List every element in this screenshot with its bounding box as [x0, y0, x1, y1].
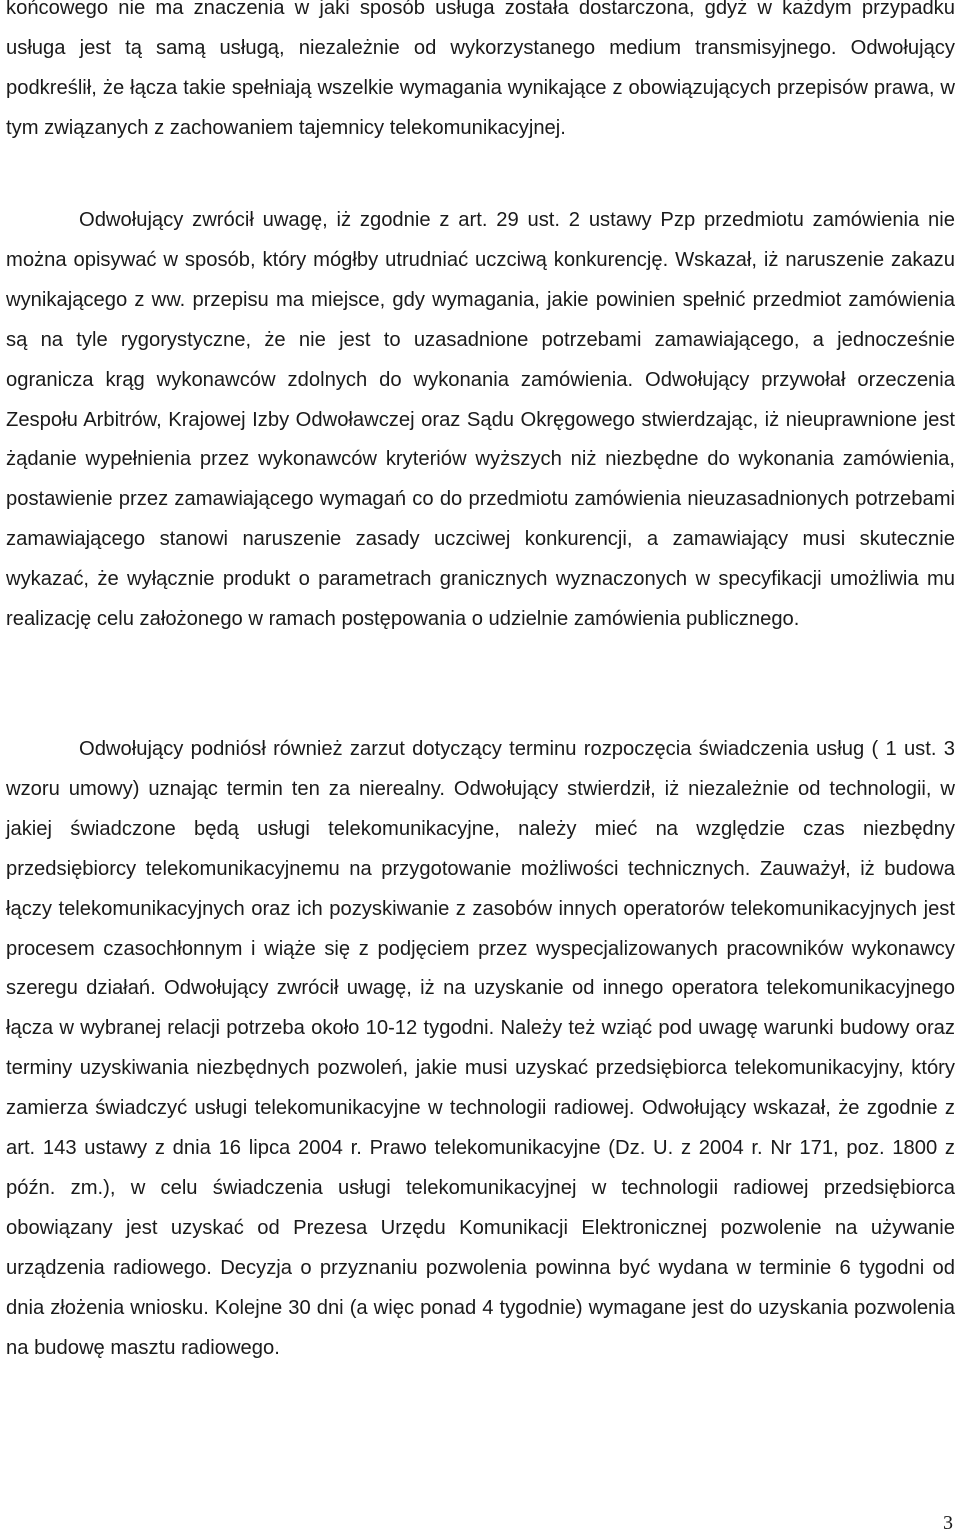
paragraph-service-start-deadline: Odwołujący podniósł również zarzut dotyczący terminu rozpoczęcia świadczenia usług ( 1 ust. 3 wzoru umowy) uznając termin ten za nierealny. Odwołujący stwierdził, iż niezależnie od technologii, w jakiej świadczone będą usługi telekomunikacyjne, należy mieć na względzie czas niezbędny przedsiębiorcy telekomunikacyjnemu na przygotowanie możliwości technicznych. Zauważył, iż budowa łączy telekomunikacyjnych oraz ich pozyskiwanie z zasobów innych operatorów telekomunikacyjnych jest procesem czasochłonnym i wiąże się z podjęciem przez wyspecjalizowanych pracowników wykonawcy szeregu działań. Odwołujący zwrócił uwagę, iż na uzyskanie od innego operatora telekomunikacyjnego łącza w wybranej relacji potrzeba około 10-12 tygodni. Należy też wziąć pod uwagę warunki budowy oraz terminy uzyskiwania niezbędnych pozwoleń, jakie musi uzyskać przedsiębiorca telekomunikacyjny, który zamierza świadczyć usługi telekomunikacyjne w technologii radiowej. Odwołujący wskazał, że zgodnie z art. 143 ustawy z dnia 16 lipca 2004 r. Prawo telekomunikacyjne (Dz. U. z 2004 r. Nr 171, poz. 1800 z późn. zm.), w celu świadczenia usługi telekomunikacyjnej w technologii radiowej przedsiębiorca obowiązany jest uzyskać od Prezesa Urzędu Komunikacji Elektronicznej pozwolenie na używanie urządzenia radiowego. Decyzja o przyznaniu pozwolenia powinna być wydana w terminie 6 tygodni od dnia złożenia wniosku. Kolejne 30 dni (a więc ponad 4 tygodnie) wymagane jest do uzyskania pozwolenia na budowę masztu radiowego. — [6, 738, 955, 1359]
paragraph-continuation: końcowego nie ma znaczenia w jaki sposób usługa została dostarczona, gdyż w każdym przypadku usługa jest tą samą usługą, niezależnie od wykorzystanego medium transmisyjnego. Odwołujący podkreślił, że łącza takie spełniają wszelkie wymagania wynikające z obowiązujących przepisów prawa, w tym związanych z zachowaniem tajemnicy telekomunikacyjnej. — [6, 0, 955, 139]
page-number: 3 — [943, 1512, 953, 1534]
paragraph-competition-argument: Odwołujący zwrócił uwagę, iż zgodnie z art. 29 ust. 2 ustawy Pzp przedmiotu zamówienia nie można opisywać w sposób, który mógłby utrudniać uczciwą konkurencję. Wskazał, iż naruszenie zakazu wynikającego z ww. przepisu ma miejsce, gdy wymagania, jakie powinien spełnić przedmiot zamówienia są na tyle rygorystyczne, że nie jest to uzasadnione potrzebami zamawiającego, a jednocześnie ogranicza krąg wykonawców zdolnych do wykonania zamówienia. Odwołujący przywołał orzeczenia Zespołu Arbitrów, Krajowej Izby Odwoławczej oraz Sądu Okręgowego stwierdzając, iż nieuprawnione jest żądanie wypełnienia przez wykonawców kryteriów wyższych niż niezbędne do wykonania zamówienia, postawienie przez zamawiającego wymagań co do przedmiotu zamówienia nieuzasadnionych potrzebami zamawiającego stanowi naruszenie zasady uczciwej konkurencji, a zamawiający musi skutecznie wykazać, że wyłącznie produkt o parametrach granicznych wyznaczonych w specyfikacji umożliwia mu realizację celu założonego w ramach postępowania o udzielnie zamówienia publicznego. — [6, 209, 955, 631]
